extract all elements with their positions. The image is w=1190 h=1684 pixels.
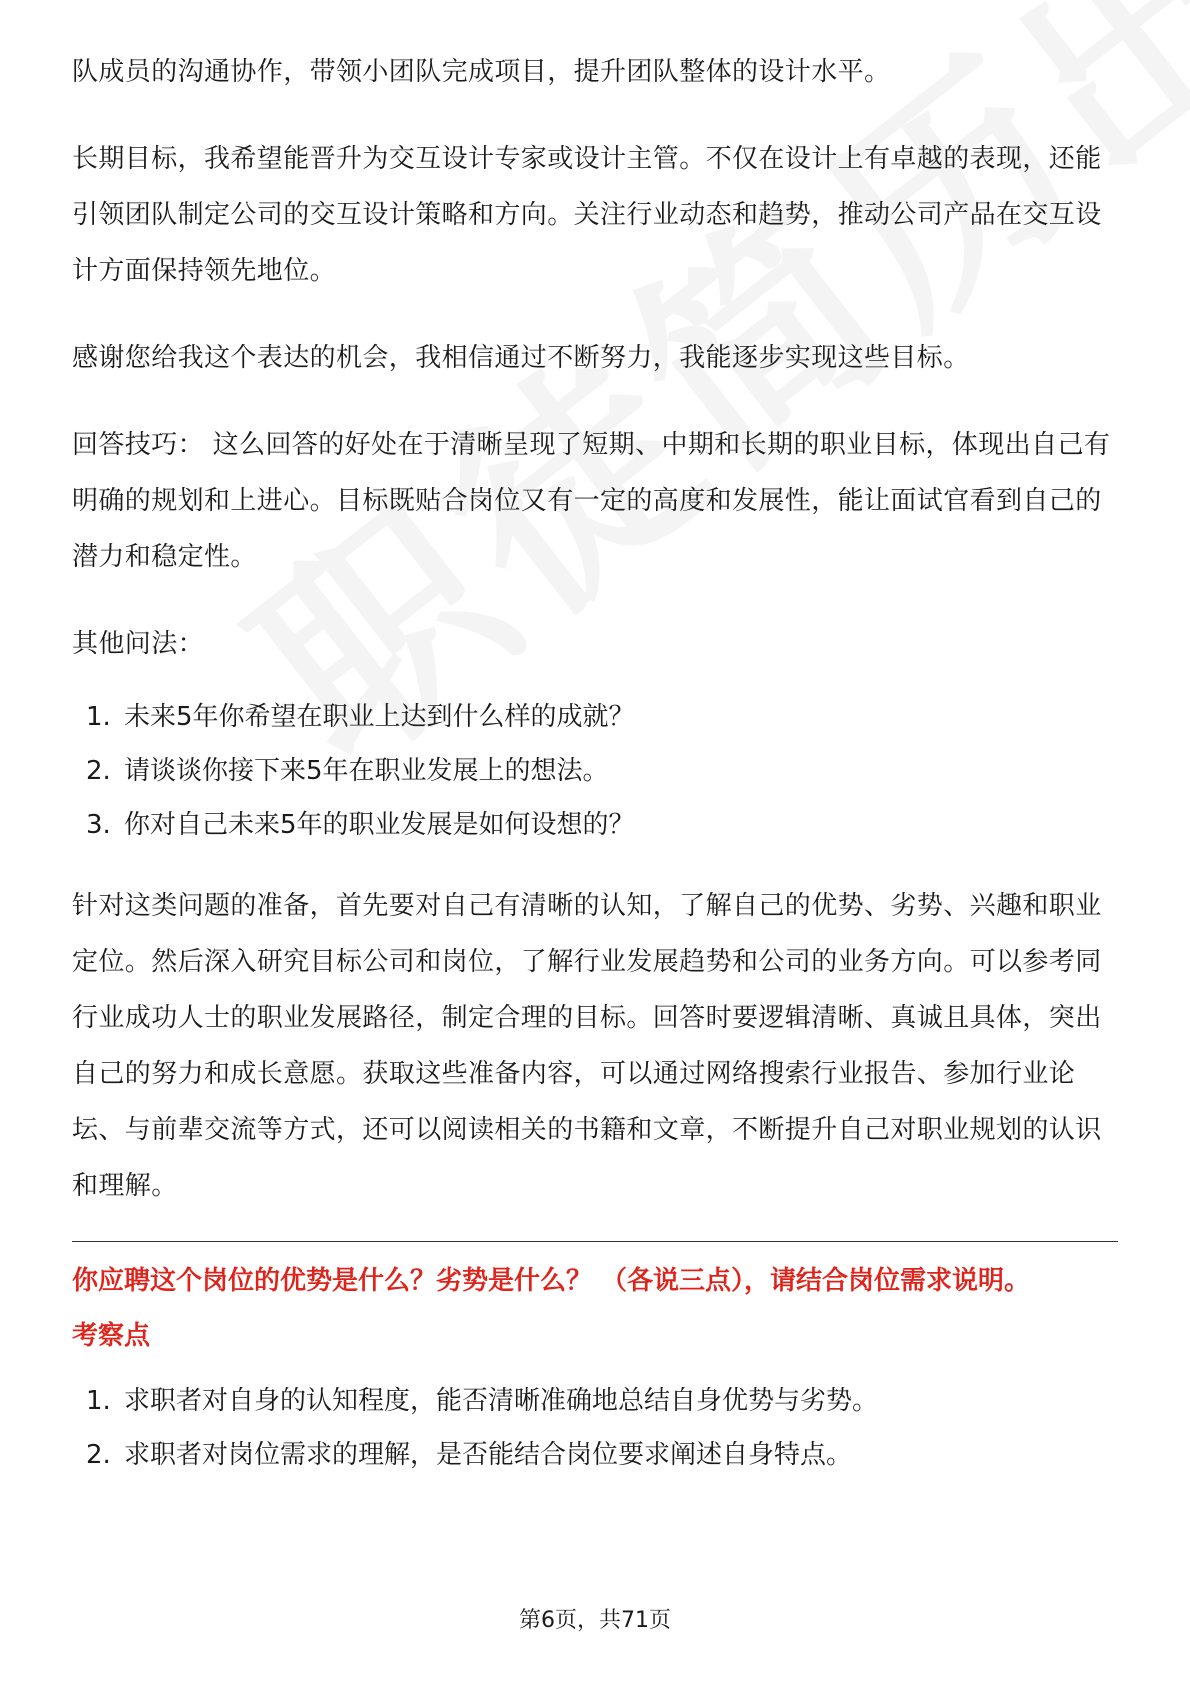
section-divider [72, 1241, 1118, 1242]
document-body [72, 44, 1118, 1508]
paragraph-thanks: 感谢您给我这个表达的机会，我相信通过不断努力，我能逐步实现这些目标。 [72, 343, 970, 373]
list-item: 3. 你对自己未来5年的职业发展是如何设想的？ [86, 810, 635, 840]
list-item: 2. 请谈谈你接下来5年在职业发展上的想法。 [86, 756, 609, 786]
paragraph-preparation: 针对这类问题的准备，首先要对自己有清晰的认知，了解自己的优势、劣势、兴趣和职业定位。然后深入研究目标公司和岗位，了解行业发展趋势和公司的业务方向。可以参考同行业成功人士的职业发展路径，制定合理的目标。回答时要逻辑清晰、真诚且具体，突出自己的努力和成长意愿。获取这些准备内容，可以通过网络搜索行业报告、参加行业论坛、与前辈交流等方式，还可以阅读相关的书籍和文章，不断提升自己对职业规划的认识和理解。 [72, 891, 1102, 1201]
list-item: 2. 求职者对岗位需求的理解，是否能结合岗位要求阐述自身特点。 [86, 1440, 853, 1470]
page-footer: 第6页，共71页 [519, 1608, 671, 1633]
paragraph-long-term-goal: 长期目标，我希望能晋升为交互设计专家或设计主管。不仅在设计上有卓越的表现，还能引领团队制定公司的交互设计策略和方向。关注行业动态和趋势，推动公司产品在交互设计方面保持领先地位。 [72, 144, 1102, 286]
question-heading: 你应聘这个岗位的优势是什么？劣势是什么？ （各说三点），请结合岗位需求说明。 [72, 1266, 1031, 1296]
other-questions-list [72, 690, 1118, 852]
list-item: 1. 未来5年你希望在职业上达到什么样的成就？ [86, 702, 635, 732]
paragraph-team-collab: 队成员的沟通协作，带领小团队完成项目，提升团队整体的设计水平。 [72, 57, 891, 87]
list-item: 1. 求职者对自身的认知程度，能否清晰准确地总结自身优势与劣势。 [86, 1386, 879, 1416]
exam-points-label: 考察点 [72, 1321, 151, 1351]
exam-points-list [72, 1374, 1118, 1482]
paragraph-other-questions-heading: 其他问法： [72, 629, 205, 659]
paragraph-answer-tips: 回答技巧： 这么回答的好处在于清晰呈现了短期、中期和长期的职业目标，体现出自己有明确的规划和上进心。目标既贴合岗位又有一定的高度和发展性，能让面试官看到自己的潜力和稳定性。 [72, 430, 1111, 572]
